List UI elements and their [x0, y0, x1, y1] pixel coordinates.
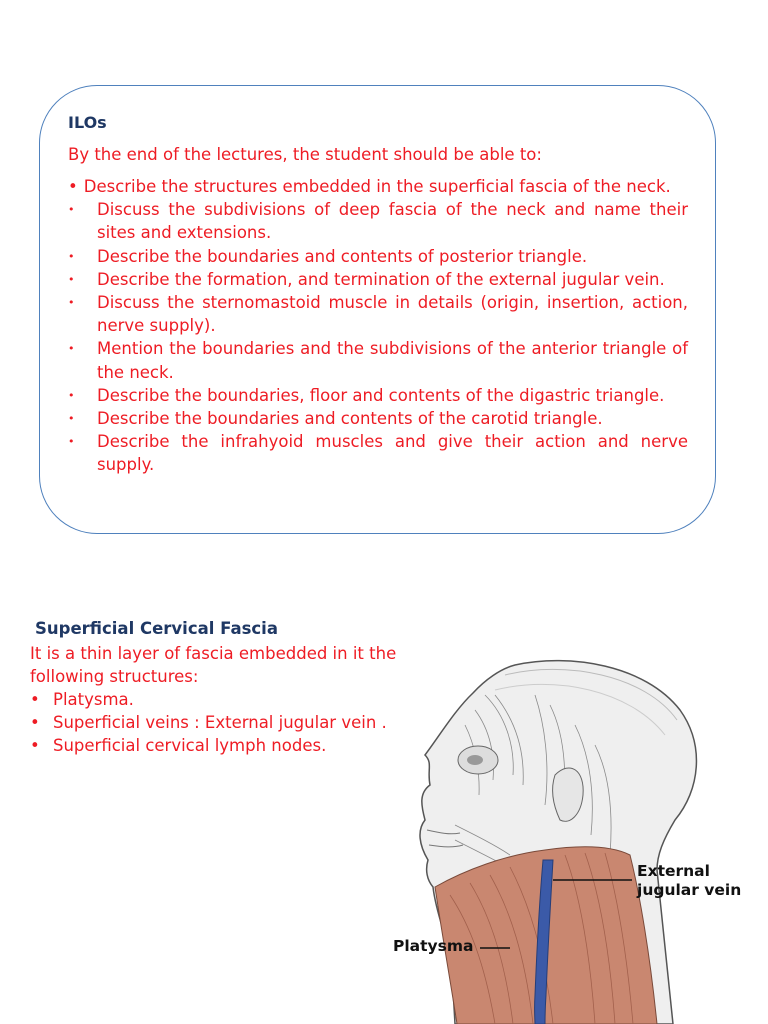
bullet: • — [68, 249, 75, 263]
section-intro: It is a thin layer of fascia embedded in it the following structures: — [30, 644, 397, 686]
objective-item: • Describe the infrahyoid muscles and give their action and nerve supply. — [68, 432, 688, 475]
objectives-list — [68, 175, 688, 477]
structure-item: • Superficial cervical lymph nodes. — [30, 736, 327, 755]
structure-item: • Superficial veins : External jugular vein . — [30, 713, 387, 732]
objective-item: • Describe the boundaries, floor and contents of the digastric triangle. — [68, 384, 688, 407]
bullet: • — [68, 203, 75, 217]
bullet: • — [68, 177, 78, 196]
bullet: • — [68, 388, 75, 402]
objective-item: • Describe the formation, and termination of the external jugular vein. — [68, 268, 688, 291]
ilo-heading: ILOs — [68, 113, 107, 132]
objective-item: • Discuss the sternomastoid muscle in details (origin, insertion, action, nerve supply). — [68, 293, 688, 336]
section-body — [30, 642, 400, 757]
ilo-intro: By the end of the lectures, the student should be able to: — [68, 145, 542, 164]
objective-item: • Describe the boundaries and contents of the carotid triangle. — [68, 407, 688, 430]
structures-list — [30, 688, 400, 757]
bullet: • — [68, 435, 75, 449]
bullet: • — [68, 296, 75, 310]
structure-item: • Platysma. — [30, 690, 134, 709]
bullet: • — [68, 342, 75, 356]
objective-item: • Discuss the subdivisions of deep fascia of the neck and name their sites and extensions. — [68, 200, 688, 243]
neck-anatomy-illustration — [395, 655, 768, 1024]
bullet: • — [68, 412, 75, 426]
bullet: • — [30, 690, 40, 709]
objective-item: • Describe the structures embedded in the superficial fascia of the neck. — [68, 177, 671, 196]
bullet: • — [30, 713, 40, 732]
label-platysma: Platysma — [393, 937, 474, 955]
objective-item: • Mention the boundaries and the subdivisions of the anterior triangle of the neck. — [68, 339, 688, 382]
section-title: Superficial Cervical Fascia — [35, 619, 278, 638]
objective-item: • Describe the boundaries and contents of posterior triangle. — [68, 245, 688, 268]
label-external-jugular-vein: External jugular vein — [637, 862, 742, 899]
bullet: • — [30, 736, 40, 755]
bullet: • — [68, 272, 75, 286]
